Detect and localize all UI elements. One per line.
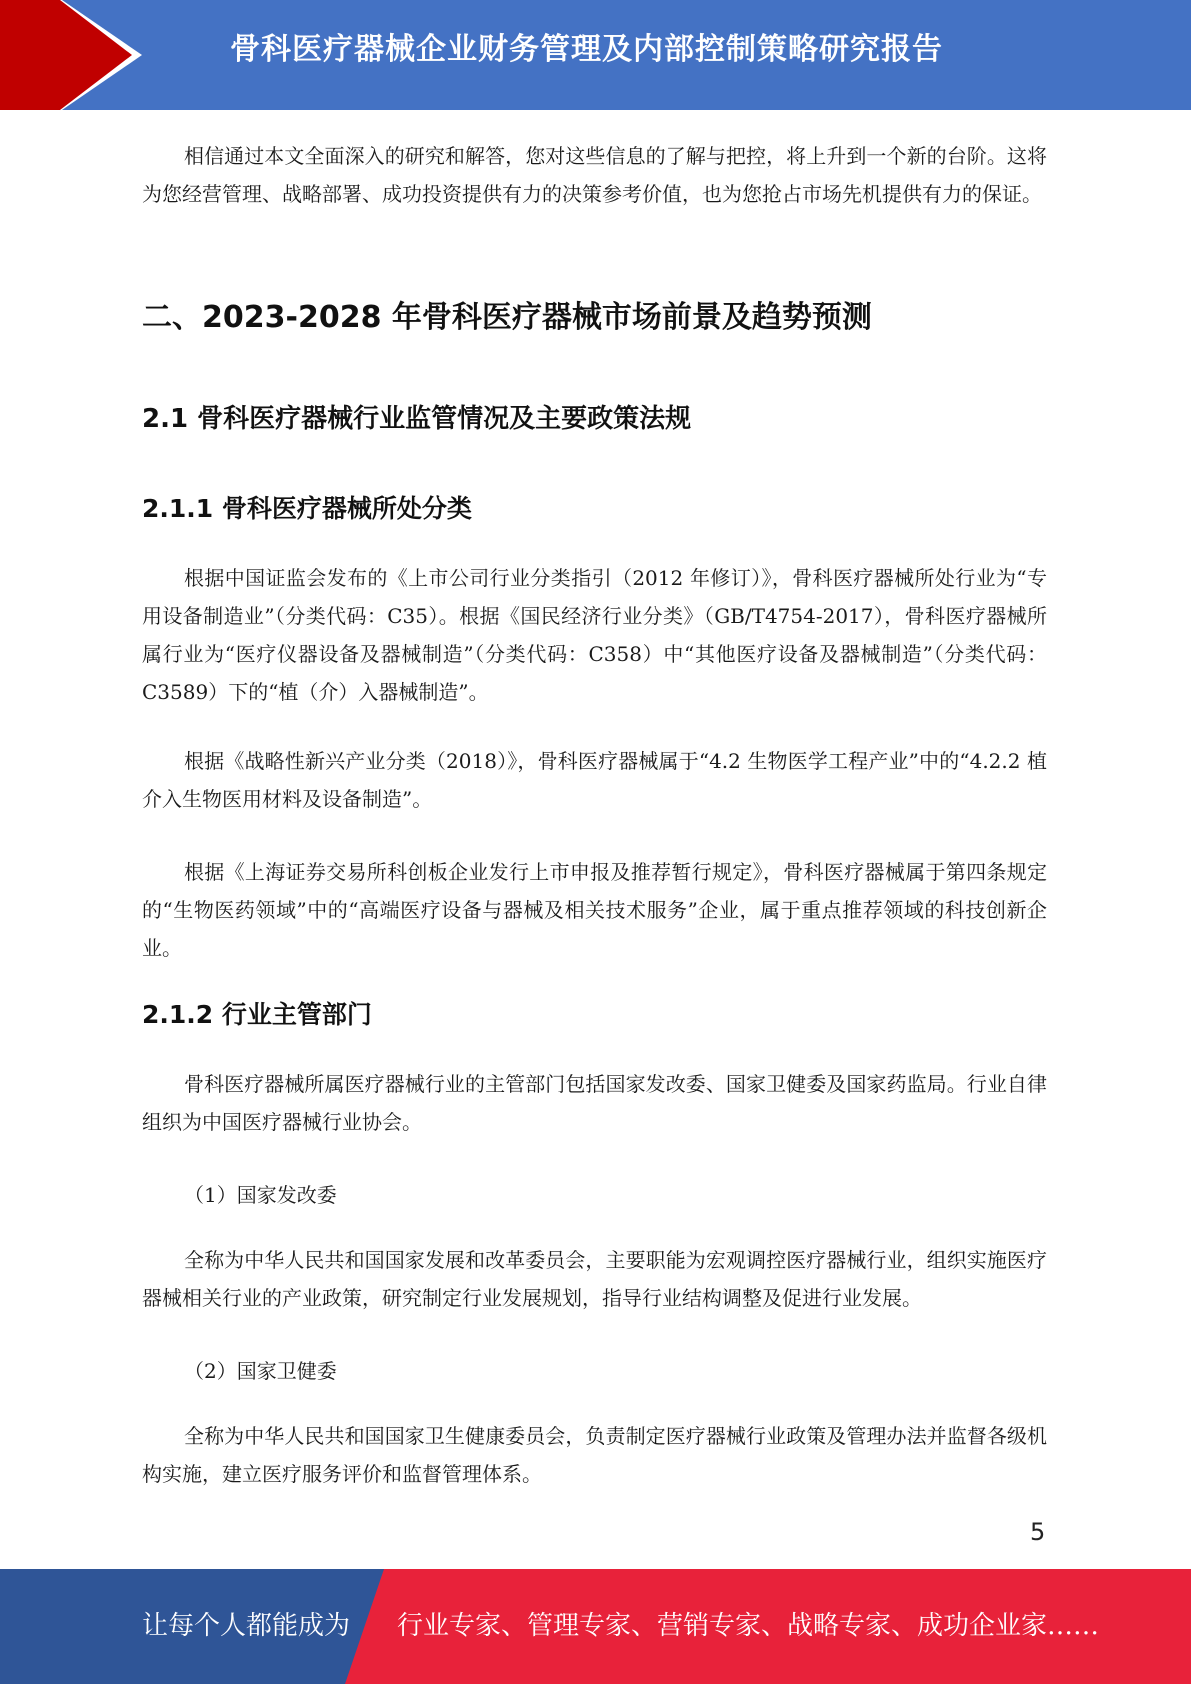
paragraph: 全称为中华人民共和国国家卫生健康委员会，负责制定医疗器械行业政策及管理办法并监督各级机构实施，建立医疗服务评价和监督管理体系。 (142, 1424, 1047, 1486)
paragraph: 骨科医疗器械所属医疗器械行业的主管部门包括国家发改委、国家卫健委及国家药监局。行业自律组织为中国医疗器械行业协会。 (142, 1072, 1047, 1134)
paragraph: 根据中国证监会发布的《上市公司行业分类指引（2012 年修订）》，骨科医疗器械所处行业为“专用设备制造业”（分类代码：C35）。根据《国民经济行业分类》（GB/T4754-2017），骨科医疗器械所属行业为“医疗仪器设备及器械制造”（分类代码：C358）中“其他医疗设备及器械制造”（分类代码：C3589）下的“植（介）入器械制造”。 (142, 566, 1047, 704)
paragraph: 根据《上海证券交易所科创板企业发行上市申报及推荐暂行规定》，骨科医疗器械属于第四条规定的“生物医药领域”中的“高端医疗设备与器械及相关技术服务”企业，属于重点推荐领域的科技创新企业。 (142, 860, 1047, 960)
footer-slogan-right: 行业专家、管理专家、营销专家、战略专家、成功企业家…… (397, 1611, 1100, 1641)
paragraph: 全称为中华人民共和国国家发展和改革委员会，主要职能为宏观调控医疗器械行业，组织实施医疗器械相关行业的产业政策，研究制定行业发展规划，指导行业结构调整及促进行业发展。 (142, 1248, 1047, 1310)
header-banner (0, 0, 1191, 110)
section-title: 二、2023-2028 年骨科医疗器械市场前景及趋势预测 (142, 300, 872, 335)
page-number: 5 (1030, 1518, 1046, 1546)
subsection-title-2-1: 2.1 骨科医疗器械行业监管情况及主要政策法规 (142, 404, 692, 434)
footer-banner (0, 1569, 1191, 1684)
footer-slogan-left: 让每个人都能成为 (142, 1611, 351, 1641)
intro-paragraph: 相信通过本文全面深入的研究和解答，您对这些信息的了解与把控，将上升到一个新的台阶。这将为您经营管理、战略部署、成功投资提供有力的决策参考价值，也为您抢占市场先机提供有力的保证。 (142, 144, 1047, 206)
report-title: 骨科医疗器械企业财务管理及内部控制策略研究报告 (230, 32, 943, 67)
subsection-title-2-1-1: 2.1.1 骨科医疗器械所处分类 (142, 494, 472, 523)
subsection-title-2-1-2: 2.1.2 行业主管部门 (142, 1000, 372, 1029)
header-chevron-decoration (0, 0, 160, 110)
paragraph: 根据《战略性新兴产业分类（2018）》，骨科医疗器械属于“4.2 生物医学工程产业”中的“4.2.2 植介入生物医用材料及设备制造”。 (142, 749, 1047, 811)
list-item-label: （2）国家卫健委 (184, 1359, 337, 1383)
list-item-label: （1）国家发改委 (184, 1183, 337, 1207)
